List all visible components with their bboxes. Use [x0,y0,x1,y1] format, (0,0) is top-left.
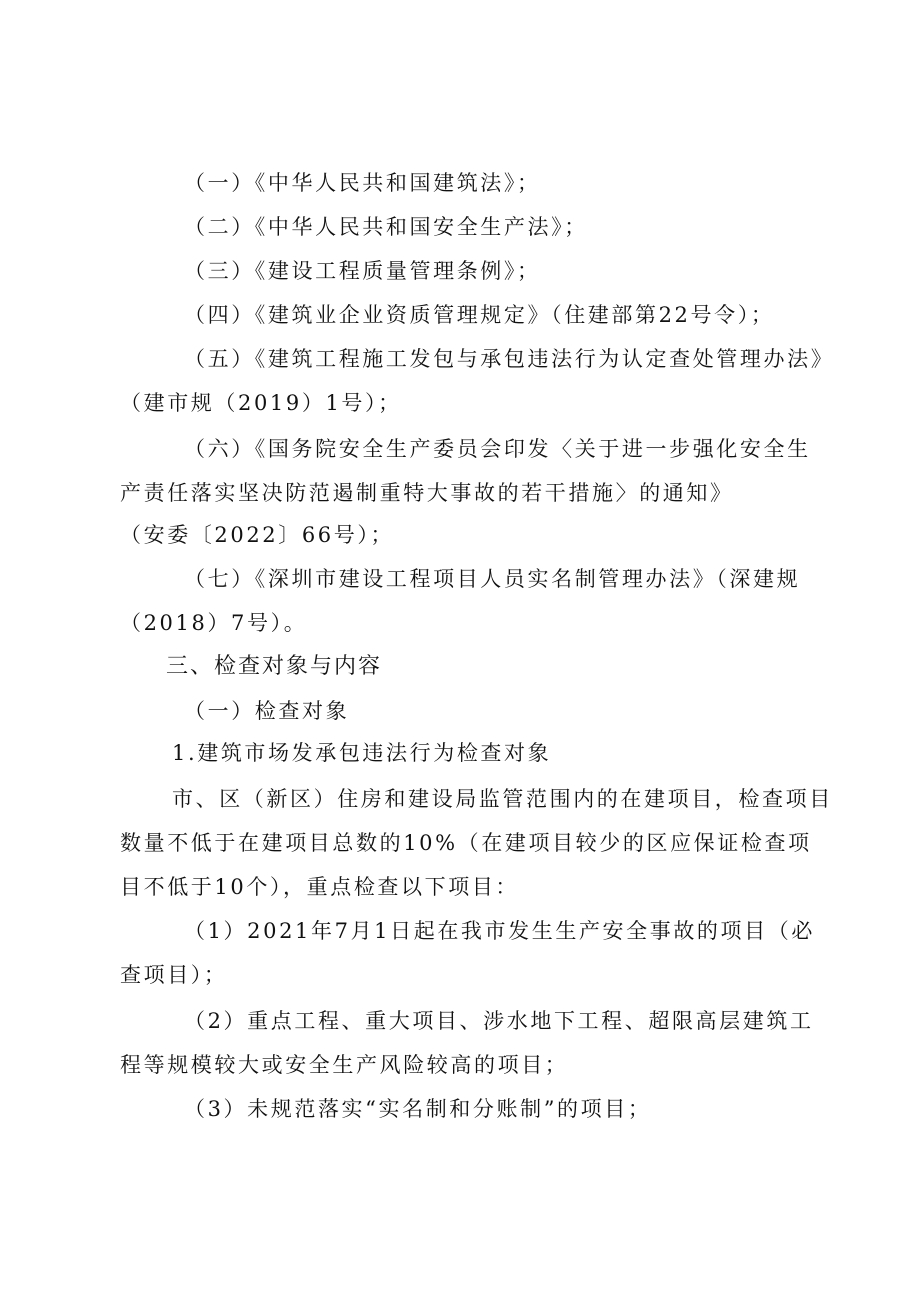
body-paragraph-line-1: 市、区（新区）住房和建设局监管范围内的在建项目，检查项目 [172,787,833,811]
point-1-line-2: 查项目）； [120,963,228,987]
law-item-4: （四）《建筑业企业资质管理规定》（住建部第22号令）； [184,303,775,327]
law-item-6-line-1: （六）《国务院安全生产委员会印发〈关于进一步强化安全生 [184,437,811,461]
body-paragraph-line-2: 数量不低于在建项目总数的10%（在建项目较少的区应保证检查项 [120,831,812,855]
law-item-7-line-2: （2018）7号）。 [120,611,308,635]
point-2-line-1: （2）重点工程、重大项目、涉水地下工程、超限高层建筑工 [184,1009,814,1033]
point-2-line-2: 程等规模较大或安全生产风险较高的项目； [120,1053,569,1077]
section-heading: 三、检查对象与内容 [166,654,383,679]
law-item-6-line-3: （安委〔2022〕66号）； [120,523,395,547]
point-3-line-1: （3）未规范落实“实名制和分账制”的项目； [184,1097,652,1121]
law-item-6-line-2: 产责任落实坚决防范遏制重特大事故的若干措施〉的通知》 [120,481,734,505]
point-1-line-1: （1）2021年7月1日起在我市发生生产安全事故的项目（必 [184,919,815,943]
law-item-2: （二）《中华人民共和国安全生产法》； [184,215,588,239]
law-item-5-line-1: （五）《建筑工程施工发包与承包违法行为认定查处管理办法》 [184,347,835,371]
item-title: 1.建筑市场发承包违法行为检查对象 [172,741,552,765]
body-paragraph-line-3: 目不低于10个），重点检查以下项目： [120,875,520,899]
law-item-3: （三）《建设工程质量管理条例》； [184,259,541,283]
subsection-title: （一）检查对象 [184,699,350,723]
law-item-1: （一）《中华人民共和国建筑法》； [184,171,541,195]
law-item-5-line-2: （建市规（2019）1号）； [120,391,402,415]
law-item-7-line-1: （七）《深圳市建设工程项目人员实名制管理办法》（深建规 [184,567,801,591]
